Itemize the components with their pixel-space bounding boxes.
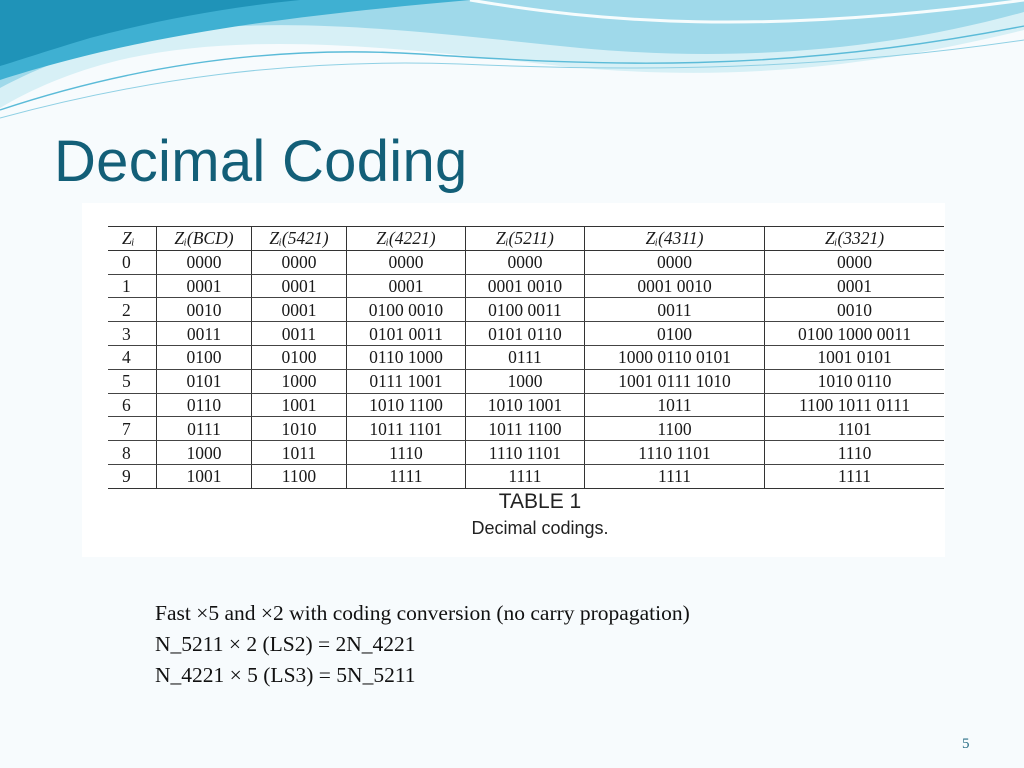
- table-row: [108, 250, 944, 274]
- digit-cell: 6: [108, 393, 157, 417]
- code-cell: 0000: [584, 250, 764, 274]
- code-cell: 1011 1100: [465, 417, 584, 441]
- code-cell: 0000: [346, 250, 465, 274]
- code-cell: 1110: [346, 441, 465, 465]
- code-cell: 0100: [251, 345, 346, 369]
- code-cell: 1100: [251, 464, 346, 488]
- code-cell: 1101: [765, 417, 944, 441]
- note-line: Fast ×5 and ×2 with coding conversion (no carry propagation): [155, 601, 690, 625]
- digit-cell: 2: [108, 298, 157, 322]
- code-cell: 0110: [157, 393, 252, 417]
- code-cell: 0111: [465, 345, 584, 369]
- code-cell: 0101 0011: [346, 322, 465, 346]
- code-cell: 1001 0111 1010: [584, 369, 764, 393]
- code-cell: 0111: [157, 417, 252, 441]
- code-cell: 1001: [157, 464, 252, 488]
- code-cell: 0000: [251, 250, 346, 274]
- table-row: [108, 464, 944, 488]
- code-cell: 0000: [157, 250, 252, 274]
- slide-title: Decimal Coding: [54, 129, 468, 194]
- table-row: [108, 369, 944, 393]
- code-cell: 0001: [251, 274, 346, 298]
- column-header: Zᵢ(BCD): [157, 227, 252, 251]
- code-cell: 1000 0110 0101: [584, 345, 764, 369]
- column-header: Zᵢ(3321): [765, 227, 944, 251]
- table-caption-text: Decimal codings.: [471, 518, 609, 538]
- code-cell: 0100: [584, 322, 764, 346]
- digit-cell: 8: [108, 441, 157, 465]
- code-cell: 1010 1100: [346, 393, 465, 417]
- code-cell: 0011: [157, 322, 252, 346]
- code-cell: 1010: [251, 417, 346, 441]
- code-cell: 1100 1011 0111: [765, 393, 944, 417]
- digit-cell: 1: [108, 274, 157, 298]
- code-cell: 0001: [346, 274, 465, 298]
- code-cell: 1000: [251, 369, 346, 393]
- table-row: [108, 298, 944, 322]
- code-cell: 1001: [251, 393, 346, 417]
- code-cell: 0100 0010: [346, 298, 465, 322]
- code-cell: 0100 0011: [465, 298, 584, 322]
- header-wave-decoration: [0, 0, 1024, 130]
- code-cell: 0100 1000 0011: [765, 322, 944, 346]
- column-header: Zᵢ: [108, 227, 157, 251]
- code-cell: 0001 0010: [584, 274, 764, 298]
- digit-cell: 7: [108, 417, 157, 441]
- code-cell: 0000: [465, 250, 584, 274]
- code-cell: 0100: [157, 345, 252, 369]
- code-cell: 1111: [465, 464, 584, 488]
- code-cell: 0101: [157, 369, 252, 393]
- code-cell: 1011: [251, 441, 346, 465]
- code-cell: 1110 1101: [465, 441, 584, 465]
- code-cell: 1001 0101: [765, 345, 944, 369]
- column-header: Zᵢ(5421): [251, 227, 346, 251]
- digit-cell: 9: [108, 464, 157, 488]
- code-cell: 1011 1101: [346, 417, 465, 441]
- note-line: N_5211 × 2 (LS2) = 2N_4221: [155, 632, 416, 656]
- code-cell: 1110 1101: [584, 441, 764, 465]
- table-row: [108, 393, 944, 417]
- decimal-codings-table: [108, 226, 944, 489]
- table-row: [108, 441, 944, 465]
- digit-cell: 4: [108, 345, 157, 369]
- decimal-codings-figure: [82, 203, 945, 557]
- digit-cell: 5: [108, 369, 157, 393]
- code-cell: 1111: [346, 464, 465, 488]
- code-cell: 0111 1001: [346, 369, 465, 393]
- code-cell: 0000: [765, 250, 944, 274]
- code-cell: 1000: [465, 369, 584, 393]
- code-cell: 1110: [765, 441, 944, 465]
- code-cell: 0001 0010: [465, 274, 584, 298]
- code-cell: 0011: [251, 322, 346, 346]
- code-cell: 0011: [584, 298, 764, 322]
- code-cell: 0110 1000: [346, 345, 465, 369]
- code-cell: 0010: [157, 298, 252, 322]
- code-cell: 0001: [251, 298, 346, 322]
- code-cell: 1010 0110: [765, 369, 944, 393]
- column-header: Zᵢ(5211): [465, 227, 584, 251]
- page-number: 5: [962, 736, 970, 752]
- code-cell: 1111: [584, 464, 764, 488]
- table-row: [108, 274, 944, 298]
- digit-cell: 3: [108, 322, 157, 346]
- code-cell: 0001: [765, 274, 944, 298]
- code-cell: 1100: [584, 417, 764, 441]
- digit-cell: 0: [108, 250, 157, 274]
- table-header-row: [108, 227, 944, 251]
- code-cell: 1011: [584, 393, 764, 417]
- code-cell: 0001: [157, 274, 252, 298]
- table-row: [108, 417, 944, 441]
- code-cell: 0101 0110: [465, 322, 584, 346]
- column-header: Zᵢ(4311): [584, 227, 764, 251]
- table-caption-label: TABLE 1: [498, 490, 582, 513]
- column-header: Zᵢ(4221): [346, 227, 465, 251]
- code-cell: 1000: [157, 441, 252, 465]
- code-cell: 1010 1001: [465, 393, 584, 417]
- table-row: [108, 322, 944, 346]
- table-row: [108, 345, 944, 369]
- code-cell: 0010: [765, 298, 944, 322]
- note-line: N_4221 × 5 (LS3) = 5N_5211: [155, 663, 416, 687]
- slide-notes: [155, 598, 690, 691]
- code-cell: 1111: [765, 464, 944, 488]
